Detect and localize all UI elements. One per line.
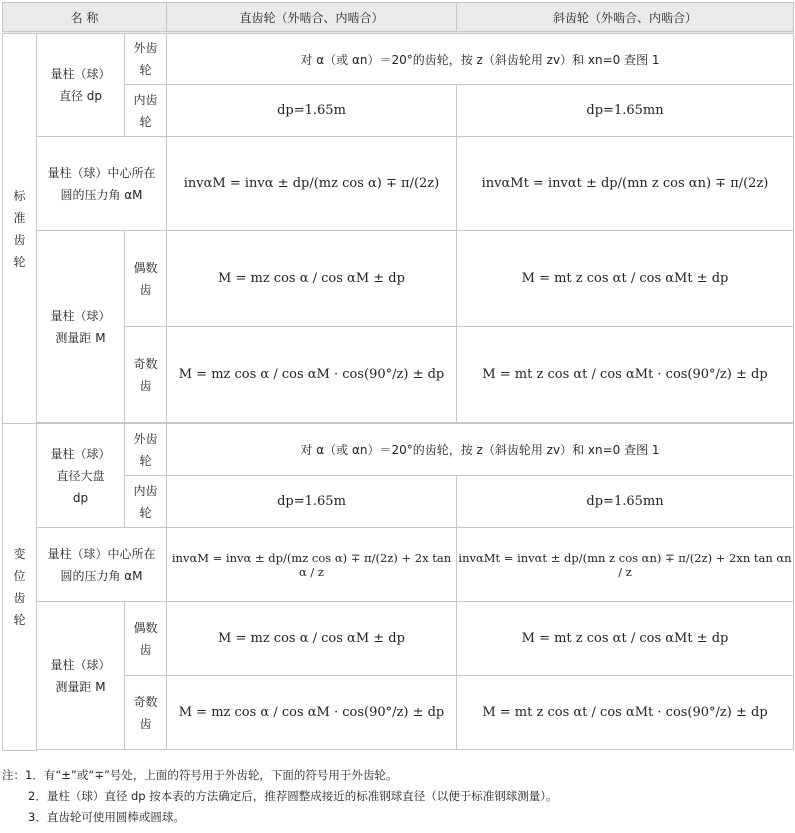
header-row: [3, 3, 794, 33]
std-span-label: 量柱（球）测量距 M: [37, 231, 125, 423]
std-external-text: 对 α（或 αn）＝20°的齿轮，按 z（斜齿轮用 zv）和 xn=0 查图 1: [167, 33, 794, 85]
mod-internal-label: 内齿轮: [125, 476, 167, 528]
mod-pressure-label: 量柱（球）中心所在圆的压力角 αM: [37, 528, 167, 602]
std-internal-helical: dp=1.65mn: [457, 85, 794, 137]
std-pressure-label: 量柱（球）中心所在圆的压力角 αM: [37, 137, 167, 231]
std-group-label: 标准齿轮: [3, 33, 37, 424]
mod-span-label: 量柱（球）测量距 M: [37, 602, 125, 750]
mod-group-label: 变位齿轮: [3, 424, 37, 751]
mod-external-text: 对 α（或 αn）＝20°的齿轮，按 z（斜齿轮用 zv）和 xn=0 查图 1: [167, 424, 794, 476]
std-odd-helical: M = mt z cos αt / cos αMt · cos(90°/z) ± dp: [457, 327, 794, 423]
mod-pressure-spur: invαM = invα ± dp/(mz cos α) ∓ π/(2z) + 2x tan α / z: [167, 528, 457, 602]
mod-even-spur: M = mz cos α / cos αM ± dp: [167, 602, 457, 676]
header-name: 名 称: [3, 3, 167, 33]
std-odd-spur: M = mz cos α / cos αM · cos(90°/z) ± dp: [167, 327, 457, 423]
mod-even-helical: M = mt z cos αt / cos αMt ± dp: [457, 602, 794, 676]
mod-odd-label: 奇数齿: [125, 676, 167, 750]
std-pressure-helical: invαMt = invαt ± dp/(mn z cos αn) ∓ π/(2z): [457, 137, 794, 231]
std-external-row: [3, 33, 794, 85]
footnote-3: 3．直齿轮可使用圆棒或圆球。: [28, 810, 185, 824]
std-pressure-row: [3, 137, 794, 231]
std-even-label: 偶数齿: [125, 231, 167, 327]
std-even-row: [3, 231, 794, 327]
std-external-label: 外齿轮: [125, 33, 167, 85]
std-internal-spur: dp=1.65m: [167, 85, 457, 137]
mod-pressure-row: [3, 528, 794, 602]
footnote-2: 2．量柱（球）直径 dp 按本表的方法确定后，推荐圆整成接近的标准钢球直径（以便于标准钢球测量）。: [28, 789, 558, 803]
std-even-helical: M = mt z cos αt / cos αMt ± dp: [457, 231, 794, 327]
footnote-1: 注：1．有“±”或“∓”号处，上面的符号用于外齿轮，下面的符号用于外齿轮。: [2, 768, 398, 782]
mod-odd-spur: M = mz cos α / cos αM · cos(90°/z) ± dp: [167, 676, 457, 750]
mod-internal-helical: dp=1.65mn: [457, 476, 794, 528]
mod-even-label: 偶数齿: [125, 602, 167, 676]
mod-external-label: 外齿轮: [125, 424, 167, 476]
mod-pressure-helical: invαMt = invαt ± dp/(mn z cos αn) ∓ π/(2z) + 2xn tan αn / z: [457, 528, 794, 602]
std-diameter-label: 量柱（球）直径 dp: [37, 33, 125, 137]
std-even-spur: M = mz cos α / cos αM ± dp: [167, 231, 457, 327]
std-pressure-spur: invαM = invα ± dp/(mz cos α) ∓ π/(2z): [167, 137, 457, 231]
mod-internal-spur: dp=1.65m: [167, 476, 457, 528]
header-helical: 斜齿轮（外啮合、内啮合）: [457, 3, 794, 33]
footnotes: [2, 765, 792, 828]
mod-diameter-label: 量柱（球）直径大盘 dp: [37, 424, 125, 528]
mod-odd-helical: M = mt z cos αt / cos αMt · cos(90°/z) ± dp: [457, 676, 794, 750]
mod-external-row: [3, 424, 794, 476]
std-odd-label: 奇数齿: [125, 327, 167, 423]
measurement-table: [2, 2, 794, 751]
header-spur: 直齿轮（外啮合、内啮合）: [167, 3, 457, 33]
std-internal-label: 内齿轮: [125, 85, 167, 137]
mod-even-row: [3, 602, 794, 676]
